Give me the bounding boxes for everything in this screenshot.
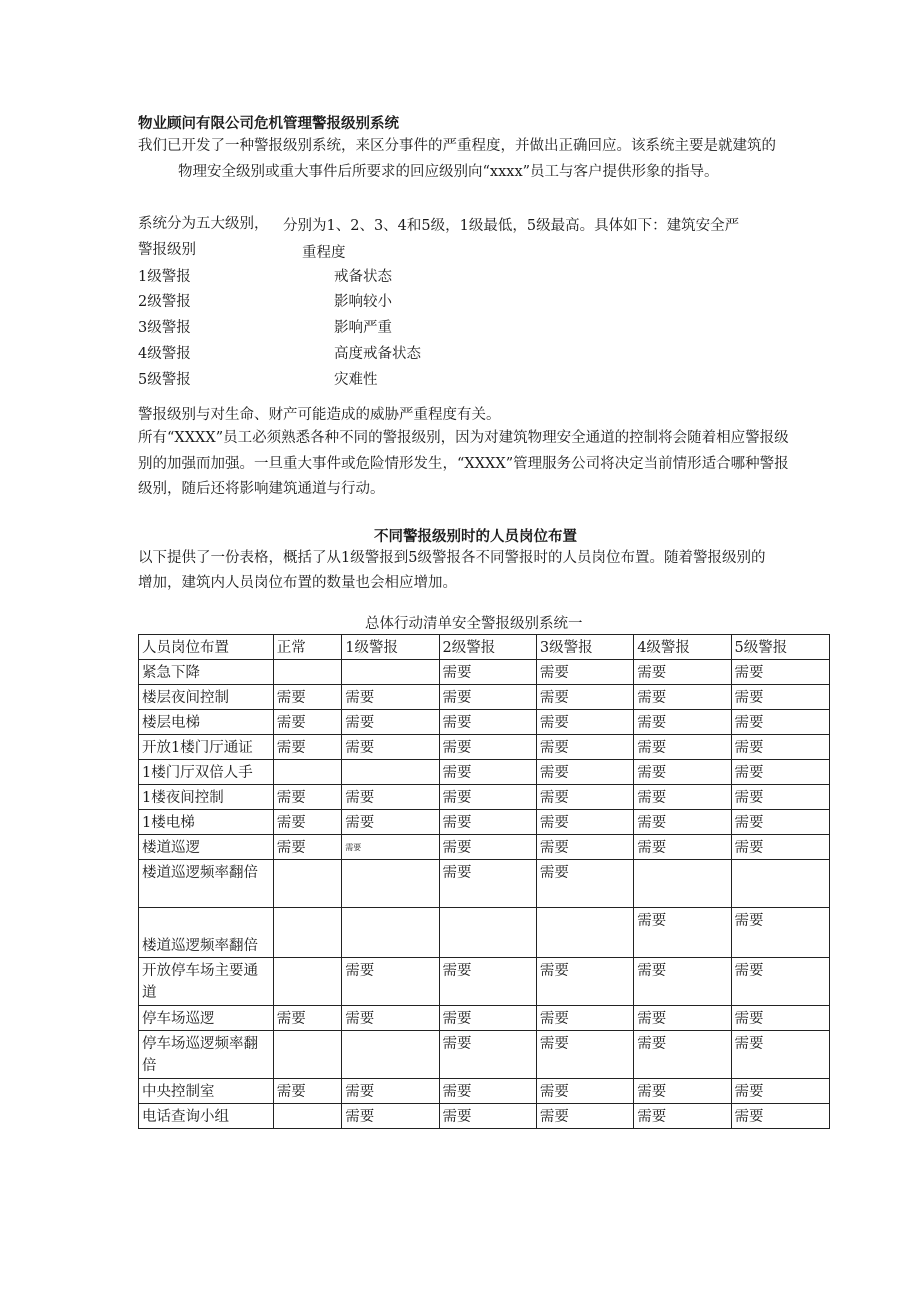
header-cell: 5级警报 [731, 635, 829, 660]
table-cell [634, 860, 731, 908]
table-cell: 需要 [634, 710, 731, 735]
table-cell: 需要 [439, 710, 536, 735]
table-cell: 需要 [439, 785, 536, 810]
table-caption: 总体行动清单安全警报级别系统一 [365, 616, 583, 632]
row-label: 停车场巡逻频率翻倍 [139, 1031, 274, 1079]
row-label: 1楼门厅双倍人手 [139, 760, 274, 785]
table-cell: 需要 [731, 685, 829, 710]
table-cell: 需要 [536, 1079, 633, 1104]
table-cell: 需要 [439, 1104, 536, 1129]
table-row [139, 710, 830, 735]
level-2-name: 2级警报 [138, 294, 191, 310]
table-cell: 需要 [536, 958, 633, 1006]
table-cell [342, 860, 439, 908]
section-line-2: 增加，建筑内人员岗位布置的数量也会相应增加。 [138, 575, 457, 591]
table-cell: 需要 [536, 1006, 633, 1031]
row-label: 楼道巡逻频率翻倍 [139, 860, 274, 908]
table-cell: 需要 [273, 710, 341, 735]
table-cell: 需要 [342, 1079, 439, 1104]
table-cell: 需要 [273, 685, 341, 710]
row-label: 开放停车场主要通道 [139, 958, 274, 1006]
table-cell: 需要 [536, 810, 633, 835]
table-cell: 需要 [342, 785, 439, 810]
table-cell: 需要 [731, 958, 829, 1006]
document-title: 物业顾问有限公司危机管理警报级别系统 [138, 115, 399, 132]
table-cell: 需要 [731, 810, 829, 835]
table-cell: 需要 [273, 1006, 341, 1031]
intro-line-1: 我们已开发了一种警报级别系统，来区分事件的严重程度，并做出正确回应。该系统主要是就建筑的 [138, 138, 776, 154]
table-row [139, 835, 830, 860]
level-4-severity: 高度戒备状态 [334, 346, 421, 362]
table-row [139, 785, 830, 810]
level-5-row-cropped [136, 364, 656, 388]
staffing-table [138, 634, 830, 1129]
level-2-severity: 影响较小 [334, 294, 392, 310]
table-header-row [139, 635, 830, 660]
header-cell: 正常 [273, 635, 341, 660]
levels-intro-b: 分别为1、2、3、4和5级，1级最低，5级最高。具体如下：建筑安全严 [283, 218, 740, 234]
header-cell: 4级警报 [634, 635, 731, 660]
table-cell: 需要 [342, 1006, 439, 1031]
table-cell: 需要 [731, 785, 829, 810]
levels-intro-a: 系统分为五大级别， [138, 216, 269, 232]
table-cell: 需要 [731, 1031, 829, 1079]
intro-line-2: 物理安全级别或重大事件后所要求的回应级别向“xxxx”员工与客户提供形象的指导。 [178, 164, 719, 180]
section-title: 不同警报级别时的人员岗位布置 [374, 528, 577, 545]
table-cell [536, 908, 633, 958]
table-cell: 需要 [634, 660, 731, 685]
row-label: 1楼夜间控制 [139, 785, 274, 810]
section-line-1: 以下提供了一份表格，概括了从1级警报到5级警报各不同警报时的人员岗位布置。随着警报级别的 [138, 550, 766, 566]
table-row [139, 685, 830, 710]
table-cell [731, 860, 829, 908]
table-cell: 需要 [536, 760, 633, 785]
table-cell [273, 860, 341, 908]
table-cell: 需要 [273, 1079, 341, 1104]
table-cell: 需要 [536, 735, 633, 760]
header-cell: 人员岗位布置 [139, 635, 274, 660]
table-cell: 需要 [439, 735, 536, 760]
row-label: 电话查询小组 [139, 1104, 274, 1129]
header-cell: 2级警报 [439, 635, 536, 660]
row-label: 开放1楼门厅通证 [139, 735, 274, 760]
row-label: 楼道巡逻频率翻倍 [139, 908, 274, 958]
para-staff-line-2: 别的加强而加强。一旦重大事件或危险情形发生，“XXXX”管理服务公司将决定当前情形适合哪种警报 [138, 456, 789, 472]
table-row [139, 1031, 830, 1079]
table-cell: 需要 [536, 660, 633, 685]
table-cell: 需要 [634, 1031, 731, 1079]
level-1-severity: 戒备状态 [334, 269, 392, 285]
level-3-severity: 影响严重 [334, 320, 392, 336]
table-cell [342, 1031, 439, 1079]
para-threat: 警报级别与对生命、财产可能造成的威胁严重程度有关。 [138, 407, 501, 423]
table-row [139, 1079, 830, 1104]
row-label: 楼道巡逻 [139, 835, 274, 860]
table-cell [273, 660, 341, 685]
table-row [139, 958, 830, 1006]
table-cell: 需要 [634, 685, 731, 710]
table-cell: 需要 [273, 810, 341, 835]
table-cell: 需要 [634, 1006, 731, 1031]
table-cell: 需要 [634, 810, 731, 835]
table-cell: 需要 [342, 958, 439, 1006]
table-cell: 需要 [634, 735, 731, 760]
row-label: 中央控制室 [139, 1079, 274, 1104]
table-cell: 需要 [731, 835, 829, 860]
table-cell: 需要 [731, 660, 829, 685]
table-row [139, 1104, 830, 1129]
table-cell: 需要 [439, 685, 536, 710]
table-cell: 需要 [731, 1104, 829, 1129]
row-label: 停车场巡逻 [139, 1006, 274, 1031]
table-cell: 需要 [731, 1079, 829, 1104]
levels-header-right: 重程度 [302, 245, 346, 261]
table-row [139, 860, 830, 908]
row-label: 楼层电梯 [139, 710, 274, 735]
table-cell: 需要 [342, 735, 439, 760]
table-cell [273, 760, 341, 785]
table-cell: 需要 [634, 785, 731, 810]
table-cell: 需要 [342, 1104, 439, 1129]
table-cell: 需要 [731, 735, 829, 760]
table-cell: 需要 [439, 660, 536, 685]
table-cell: 需要 [273, 835, 341, 860]
header-cell: 1级警报 [342, 635, 439, 660]
table-cell [273, 908, 341, 958]
table-row [139, 735, 830, 760]
table-cell [273, 958, 341, 1006]
table-cell: 需要 [342, 835, 439, 860]
table-cell: 需要 [634, 1104, 731, 1129]
table-row [139, 908, 830, 958]
table-cell: 需要 [731, 760, 829, 785]
table-cell: 需要 [634, 1079, 731, 1104]
table-cell: 需要 [731, 1006, 829, 1031]
levels-header-left: 警报级别 [138, 242, 196, 258]
table-cell: 需要 [342, 685, 439, 710]
table-cell: 需要 [439, 1006, 536, 1031]
table-cell: 需要 [342, 710, 439, 735]
table-cell: 需要 [731, 908, 829, 958]
table-row [139, 1006, 830, 1031]
table-cell: 需要 [536, 785, 633, 810]
table-cell: 需要 [439, 835, 536, 860]
row-label: 紧急下降 [139, 660, 274, 685]
table-cell: 需要 [536, 860, 633, 908]
table-cell: 需要 [634, 835, 731, 860]
table-cell: 需要 [536, 1104, 633, 1129]
table-cell [273, 1031, 341, 1079]
table-row [139, 760, 830, 785]
row-label: 1楼电梯 [139, 810, 274, 835]
para-staff-line-3: 级别，随后还将影响建筑通道与行动。 [138, 481, 385, 497]
table-cell: 需要 [536, 835, 633, 860]
level-4-name: 4级警报 [138, 346, 191, 362]
table-cell: 需要 [731, 710, 829, 735]
header-cell: 3级警报 [536, 635, 633, 660]
level-3-name: 3级警报 [138, 320, 191, 336]
table-cell: 需要 [273, 785, 341, 810]
table-cell [342, 908, 439, 958]
table-cell: 需要 [536, 1031, 633, 1079]
table-cell [342, 760, 439, 785]
table-cell: 需要 [536, 710, 633, 735]
level-5-name: 5级警报 [138, 372, 191, 388]
table-cell: 需要 [439, 1031, 536, 1079]
table-cell: 需要 [439, 958, 536, 1006]
row-label: 楼层夜间控制 [139, 685, 274, 710]
table-cell: 需要 [634, 760, 731, 785]
para-staff-line-1: 所有“XXXX”员工必须熟悉各种不同的警报级别，因为对建筑物理安全通道的控制将会随着相应警报级 [138, 430, 789, 446]
table-cell: 需要 [634, 908, 731, 958]
table-cell [273, 1104, 341, 1129]
table-cell: 需要 [439, 760, 536, 785]
table-cell [342, 660, 439, 685]
table-cell: 需要 [439, 860, 536, 908]
table-cell: 需要 [536, 685, 633, 710]
level-1-name: 1级警报 [138, 269, 191, 285]
table-cell: 需要 [439, 1079, 536, 1104]
table-cell: 需要 [634, 958, 731, 1006]
table-cell: 需要 [439, 810, 536, 835]
table-cell [439, 908, 536, 958]
table-row [139, 810, 830, 835]
table-cell: 需要 [273, 735, 341, 760]
table-row [139, 660, 830, 685]
table-cell: 需要 [342, 810, 439, 835]
level-5-severity: 灾难性 [334, 372, 378, 388]
